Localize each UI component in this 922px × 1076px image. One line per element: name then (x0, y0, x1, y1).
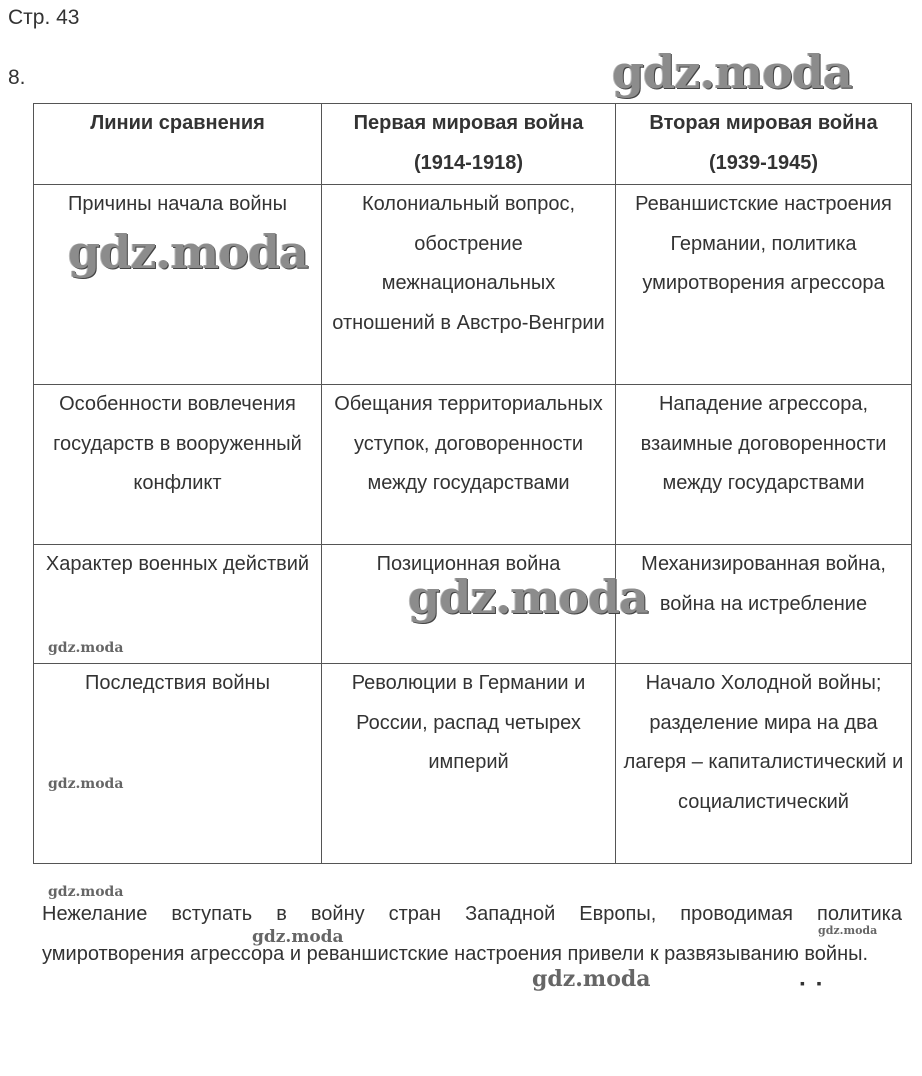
table-cell: Последствия войны (34, 664, 322, 864)
table-cell: Особенности вовлечения государств в вооруженный конфликт (34, 385, 322, 545)
table-row (34, 185, 912, 385)
column-header: Линии сравнения (34, 104, 322, 185)
watermark: gdz.moda (48, 640, 124, 656)
table-cell: Причины начала войны (34, 185, 322, 385)
table-cell: Колониальный вопрос, обострение межнациональных отношений в Австро-Венгрии (322, 185, 616, 385)
watermark: gdz.moda (408, 570, 648, 624)
watermark: gdz.moda (252, 927, 344, 947)
table-cell: Обещания территориальных уступок, договоренности между государствами (322, 385, 616, 545)
watermark: gdz.moda (532, 966, 651, 992)
watermark: gdz.moda (818, 924, 878, 937)
page-title: Стр. 43 (8, 6, 80, 29)
column-header: Вторая мировая война (1939-1945) (616, 104, 912, 185)
task-number: 8. (8, 66, 26, 89)
table-cell: Революции в Германии и России, распад четырех империй (322, 664, 616, 864)
comparison-table (33, 103, 912, 864)
table-row (34, 385, 912, 545)
conclusion-text: Нежелание вступать в войну стран Западной Европы, проводимая политика умиротворения агрессора и реваншистские настроения привели к развязыванию войны. (42, 903, 902, 965)
table-cell: Начало Холодной войны; разделение мира на два лагеря – капиталистический и социалистический (616, 664, 912, 864)
watermark: gdz.moda (48, 884, 124, 900)
table-cell: Механизированная война, война на истребление (616, 545, 912, 664)
table-cell: Позиционная война (322, 545, 616, 664)
table-cell: Реваншистские настроения Германии, политика умиротворения агрессора (616, 185, 912, 385)
watermark: gdz.moda (612, 45, 852, 99)
decorative-dots: ▪ ▪ (800, 975, 822, 991)
watermark: gdz.moda (48, 776, 124, 792)
watermark: gdz.moda (68, 225, 308, 279)
table-cell: Нападение агрессора, взаимные договоренности между государствами (616, 385, 912, 545)
column-header: Первая мировая война (1914-1918) (322, 104, 616, 185)
table-row (34, 664, 912, 864)
table-header-row (34, 104, 912, 185)
table-cell: Характер военных действий (34, 545, 322, 664)
